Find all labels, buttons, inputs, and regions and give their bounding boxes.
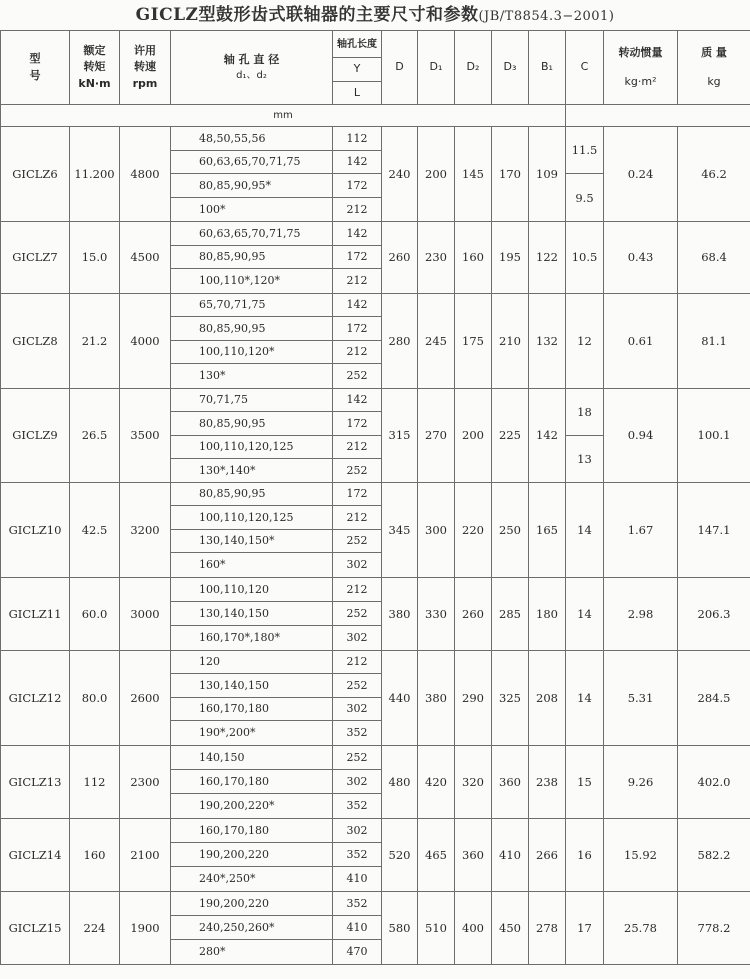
bore-length-cell: 352: [333, 793, 382, 818]
bore-diameter-cell: 240*,250*: [171, 866, 333, 891]
model-cell: GICLZ14: [1, 818, 70, 891]
bore-length-cell: 212: [333, 577, 382, 601]
d2-cell: 200: [455, 388, 492, 482]
bore-diameter-cell: 100,110,120,125: [171, 506, 333, 530]
c-cell: 16: [566, 818, 604, 891]
d-cell: 280: [382, 293, 418, 388]
table-row: [1, 293, 750, 317]
inertia-cell: 9.26: [604, 745, 678, 818]
bore-diameter-cell: 160,170,180: [171, 697, 333, 721]
d3-cell: 195: [492, 222, 529, 294]
bore-length-cell: 302: [333, 697, 382, 721]
bore-diameter-cell: 240,250,260*: [171, 915, 333, 939]
bore-diameter-cell: 100,110,120: [171, 577, 333, 601]
speed-cell: 2300: [120, 745, 171, 818]
c-cell: 10.5: [566, 222, 604, 294]
bore-length-cell: 352: [333, 891, 382, 915]
bore-diameter-cell: 130,140,150*: [171, 529, 333, 553]
table-row: [1, 388, 750, 412]
bore-diameter-cell: 130*: [171, 364, 333, 389]
bore-length-cell: 352: [333, 721, 382, 746]
bore-length-cell: 142: [333, 150, 382, 174]
bore-diameter-cell: 60,63,65,70,71,75: [171, 150, 333, 174]
d1-cell: 230: [418, 222, 455, 294]
table-row: [1, 127, 750, 151]
d-cell: 380: [382, 577, 418, 650]
d3-cell: 360: [492, 745, 529, 818]
mass-cell: 81.1: [678, 293, 750, 388]
d3-cell: 450: [492, 891, 529, 964]
bore-diameter-cell: 60,63,65,70,71,75: [171, 222, 333, 246]
bore-diameter-cell: 80,85,90,95: [171, 412, 333, 436]
d3-cell: 250: [492, 482, 529, 577]
header-inertia: 转动惯量 kg·m²: [604, 31, 678, 105]
c-cell: 14: [566, 650, 604, 745]
d3-cell: 325: [492, 650, 529, 745]
bore-length-cell: 252: [333, 601, 382, 625]
mass-cell: 206.3: [678, 577, 750, 650]
torque-cell: 224: [70, 891, 120, 964]
c-cell: 14: [566, 482, 604, 577]
model-cell: GICLZ10: [1, 482, 70, 577]
header-D1: D₁: [418, 31, 455, 105]
c-cell: 13: [566, 435, 604, 482]
bore-length-cell: 252: [333, 364, 382, 389]
header-unit-mm: mm: [1, 105, 566, 127]
bore-diameter-cell: 160,170*,180*: [171, 625, 333, 650]
b1-cell: 208: [529, 650, 566, 745]
bore-diameter-cell: 100,110,120*: [171, 340, 333, 364]
bore-length-cell: 410: [333, 866, 382, 891]
torque-cell: 15.0: [70, 222, 120, 294]
bore-length-cell: 252: [333, 529, 382, 553]
d-cell: 260: [382, 222, 418, 294]
bore-length-cell: 142: [333, 388, 382, 412]
header-speed: 许用 转速 rpm: [120, 31, 171, 105]
bore-length-cell: 112: [333, 127, 382, 151]
speed-cell: 4800: [120, 127, 171, 222]
bore-diameter-cell: 70,71,75: [171, 388, 333, 412]
bore-length-cell: 212: [333, 506, 382, 530]
speed-cell: 3200: [120, 482, 171, 577]
model-cell: GICLZ13: [1, 745, 70, 818]
header-bore-length: 轴孔长度: [333, 31, 382, 58]
c-cell: 18: [566, 388, 604, 435]
bore-length-cell: 252: [333, 674, 382, 698]
speed-cell: 4000: [120, 293, 171, 388]
b1-cell: 266: [529, 818, 566, 891]
c-cell: 15: [566, 745, 604, 818]
model-cell: GICLZ15: [1, 891, 70, 964]
inertia-cell: 0.24: [604, 127, 678, 222]
bore-length-cell: 212: [333, 650, 382, 674]
bore-diameter-cell: 65,70,71,75: [171, 293, 333, 317]
speed-cell: 1900: [120, 891, 171, 964]
bore-length-cell: 252: [333, 745, 382, 769]
bore-diameter-cell: 80,85,90,95: [171, 317, 333, 341]
header-torque: 额定 转矩 kN·m: [70, 31, 120, 105]
speed-cell: 2100: [120, 818, 171, 891]
bore-length-cell: 172: [333, 412, 382, 436]
d2-cell: 360: [455, 818, 492, 891]
header-D2: D₂: [455, 31, 492, 105]
mass-cell: 46.2: [678, 127, 750, 222]
table-row: [1, 482, 750, 506]
document-title: [0, 0, 750, 30]
d2-cell: 220: [455, 482, 492, 577]
torque-cell: 26.5: [70, 388, 120, 482]
d3-cell: 410: [492, 818, 529, 891]
d-cell: 520: [382, 818, 418, 891]
torque-cell: 21.2: [70, 293, 120, 388]
bore-length-cell: 252: [333, 459, 382, 483]
header-length-l: L: [333, 82, 382, 105]
title-main: GICLZ型鼓形齿式联轴器的主要尺寸和参数: [135, 5, 479, 25]
bore-diameter-cell: 190,200,220: [171, 842, 333, 866]
d3-cell: 210: [492, 293, 529, 388]
d1-cell: 420: [418, 745, 455, 818]
header-model: 型 号: [1, 31, 70, 105]
bore-length-cell: 212: [333, 340, 382, 364]
header-length-y: Y: [333, 58, 382, 82]
table-header: [1, 31, 750, 127]
d-cell: 240: [382, 127, 418, 222]
mass-cell: 100.1: [678, 388, 750, 482]
d1-cell: 330: [418, 577, 455, 650]
b1-cell: 165: [529, 482, 566, 577]
d-cell: 480: [382, 745, 418, 818]
torque-cell: 60.0: [70, 577, 120, 650]
table-row: [1, 577, 750, 601]
model-cell: GICLZ6: [1, 127, 70, 222]
bore-length-cell: 302: [333, 625, 382, 650]
bore-length-cell: 142: [333, 222, 382, 246]
inertia-cell: 0.94: [604, 388, 678, 482]
bore-length-cell: 142: [333, 293, 382, 317]
speed-cell: 2600: [120, 650, 171, 745]
coupling-spec-table: [0, 30, 750, 965]
bore-length-cell: 212: [333, 435, 382, 459]
bore-diameter-cell: 80,85,90,95: [171, 482, 333, 506]
bore-length-cell: 172: [333, 482, 382, 506]
inertia-cell: 5.31: [604, 650, 678, 745]
torque-cell: 42.5: [70, 482, 120, 577]
bore-diameter-cell: 190,200,220: [171, 891, 333, 915]
table-row: [1, 818, 750, 842]
d3-cell: 225: [492, 388, 529, 482]
d2-cell: 145: [455, 127, 492, 222]
header-D3: D₃: [492, 31, 529, 105]
bore-length-cell: 302: [333, 818, 382, 842]
torque-cell: 112: [70, 745, 120, 818]
inertia-cell: 0.43: [604, 222, 678, 294]
b1-cell: 180: [529, 577, 566, 650]
d1-cell: 380: [418, 650, 455, 745]
table-row: [1, 891, 750, 915]
c-cell: 11.5: [566, 127, 604, 174]
inertia-cell: 0.61: [604, 293, 678, 388]
bore-diameter-cell: 140,150: [171, 745, 333, 769]
mass-cell: 284.5: [678, 650, 750, 745]
d-cell: 315: [382, 388, 418, 482]
mass-cell: 582.2: [678, 818, 750, 891]
torque-cell: 11.200: [70, 127, 120, 222]
table-row: [1, 745, 750, 769]
mass-cell: 402.0: [678, 745, 750, 818]
inertia-cell: 15.92: [604, 818, 678, 891]
d2-cell: 160: [455, 222, 492, 294]
d1-cell: 270: [418, 388, 455, 482]
bore-length-cell: 172: [333, 174, 382, 198]
speed-cell: 3500: [120, 388, 171, 482]
b1-cell: 122: [529, 222, 566, 294]
torque-cell: 80.0: [70, 650, 120, 745]
bore-diameter-cell: 80,85,90,95*: [171, 174, 333, 198]
torque-cell: 160: [70, 818, 120, 891]
d3-cell: 170: [492, 127, 529, 222]
b1-cell: 132: [529, 293, 566, 388]
model-cell: GICLZ12: [1, 650, 70, 745]
header-D: D: [382, 31, 418, 105]
d2-cell: 400: [455, 891, 492, 964]
d2-cell: 290: [455, 650, 492, 745]
d1-cell: 300: [418, 482, 455, 577]
mass-cell: 147.1: [678, 482, 750, 577]
bore-length-cell: 212: [333, 269, 382, 294]
header-C: C: [566, 31, 604, 105]
bore-diameter-cell: 190,200,220*: [171, 793, 333, 818]
d1-cell: 200: [418, 127, 455, 222]
bore-diameter-cell: 120: [171, 650, 333, 674]
d2-cell: 320: [455, 745, 492, 818]
header-mass: 质 量 kg: [678, 31, 750, 105]
d1-cell: 510: [418, 891, 455, 964]
table-body: [1, 127, 750, 965]
mass-cell: 68.4: [678, 222, 750, 294]
bore-diameter-cell: 160,170,180: [171, 818, 333, 842]
inertia-cell: 1.67: [604, 482, 678, 577]
bore-length-cell: 302: [333, 769, 382, 793]
bore-length-cell: 172: [333, 317, 382, 341]
d-cell: 345: [382, 482, 418, 577]
bore-diameter-cell: 130,140,150: [171, 601, 333, 625]
d-cell: 580: [382, 891, 418, 964]
c-cell: 14: [566, 577, 604, 650]
d3-cell: 285: [492, 577, 529, 650]
title-standard: (JB/T8854.3−2001): [478, 9, 615, 24]
d1-cell: 465: [418, 818, 455, 891]
bore-diameter-cell: 130*,140*: [171, 459, 333, 483]
bore-diameter-cell: 160,170,180: [171, 769, 333, 793]
c-cell: 9.5: [566, 174, 604, 222]
bore-diameter-cell: 190*,200*: [171, 721, 333, 746]
speed-cell: 3000: [120, 577, 171, 650]
bore-length-cell: 302: [333, 553, 382, 578]
model-cell: GICLZ9: [1, 388, 70, 482]
bore-length-cell: 172: [333, 245, 382, 269]
bore-diameter-cell: 100,110,120,125: [171, 435, 333, 459]
model-cell: GICLZ8: [1, 293, 70, 388]
d2-cell: 260: [455, 577, 492, 650]
table-row: [1, 650, 750, 674]
bore-length-cell: 470: [333, 939, 382, 964]
bore-diameter-cell: 280*: [171, 939, 333, 964]
model-cell: GICLZ7: [1, 222, 70, 294]
inertia-cell: 25.78: [604, 891, 678, 964]
b1-cell: 142: [529, 388, 566, 482]
bore-length-cell: 410: [333, 915, 382, 939]
bore-diameter-cell: 160*: [171, 553, 333, 578]
table-row: [1, 222, 750, 246]
d1-cell: 245: [418, 293, 455, 388]
c-cell: 12: [566, 293, 604, 388]
c-cell: 17: [566, 891, 604, 964]
bore-diameter-cell: 100*: [171, 197, 333, 222]
b1-cell: 238: [529, 745, 566, 818]
model-cell: GICLZ11: [1, 577, 70, 650]
header-B1: B₁: [529, 31, 566, 105]
bore-length-cell: 212: [333, 197, 382, 222]
bore-diameter-cell: 100,110*,120*: [171, 269, 333, 294]
b1-cell: 278: [529, 891, 566, 964]
inertia-cell: 2.98: [604, 577, 678, 650]
d-cell: 440: [382, 650, 418, 745]
d2-cell: 175: [455, 293, 492, 388]
bore-diameter-cell: 130,140,150: [171, 674, 333, 698]
bore-diameter-cell: 80,85,90,95: [171, 245, 333, 269]
speed-cell: 4500: [120, 222, 171, 294]
b1-cell: 109: [529, 127, 566, 222]
bore-diameter-cell: 48,50,55,56: [171, 127, 333, 151]
bore-length-cell: 352: [333, 842, 382, 866]
header-bore-diameter: 轴 孔 直 径 d₁、d₂: [171, 31, 333, 105]
mass-cell: 778.2: [678, 891, 750, 964]
